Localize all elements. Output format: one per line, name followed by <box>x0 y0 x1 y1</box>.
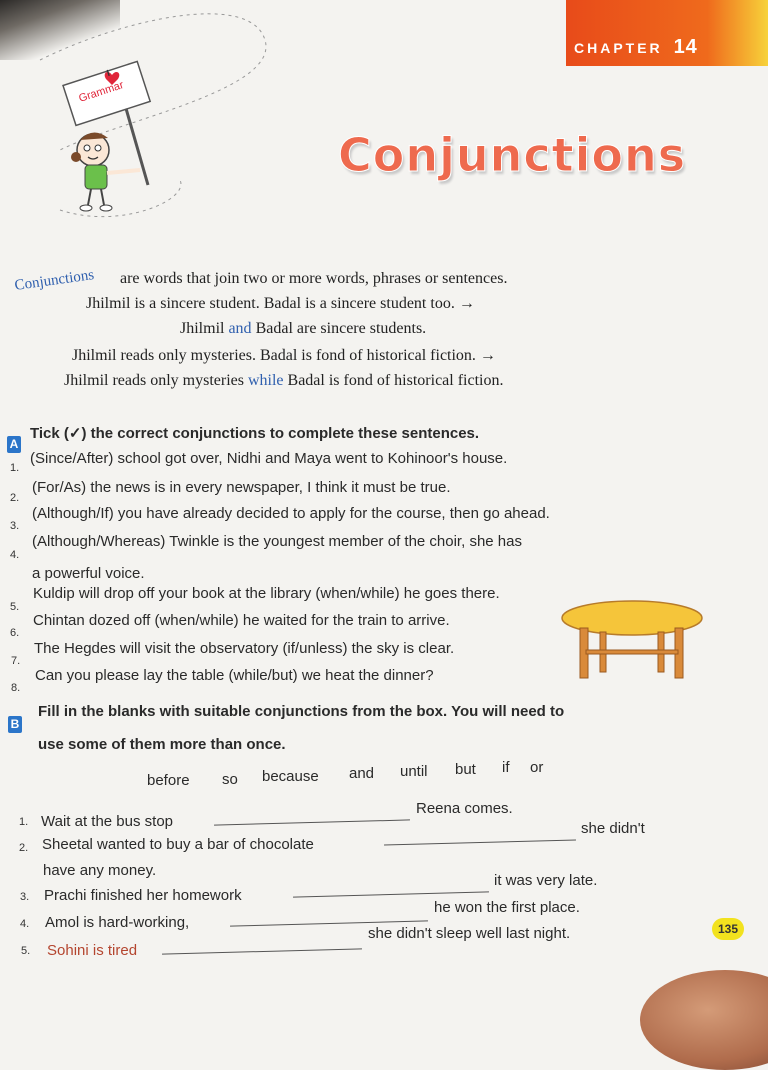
item-b4-pre: Amol is hard-working, <box>45 914 190 931</box>
item-a7-text: The Hegdes will visit the observatory (if/unless) the sky is clear. <box>34 640 455 657</box>
definition-text: are words that join two or more words, phrases or sentences. <box>120 270 508 287</box>
item-a1-number: 1. <box>10 462 20 474</box>
word-box-item: and <box>349 765 375 782</box>
item-b5-pre: Sohini is tired <box>47 942 138 959</box>
mascot-illustration <box>40 55 170 220</box>
blank-line-b3[interactable] <box>293 891 489 897</box>
item-b4-number: 4. <box>20 918 30 930</box>
item-a3-number: 3. <box>10 520 20 532</box>
section-b-badge: B <box>8 716 22 733</box>
example1-line2 <box>180 320 426 338</box>
blank-line-b1[interactable] <box>214 819 410 825</box>
example1-pre: Jhilmil <box>180 320 225 337</box>
item-b3-post: it was very late. <box>494 872 598 889</box>
word-box-item: but <box>455 761 476 778</box>
item-b2-number: 2. <box>19 842 29 854</box>
item-b5-post: she didn't sleep well last night. <box>368 925 571 942</box>
page-title: Conjunctions <box>338 128 687 182</box>
item-b2-continuation: have any money. <box>43 862 157 879</box>
blank-line-b5[interactable] <box>162 948 362 954</box>
section-b-instruction-line1: Fill in the blanks with suitable conjunctions from the box. You will need to <box>38 703 565 720</box>
blank-line-b2[interactable] <box>384 839 576 845</box>
item-a3-text: (Although/If) you have already decided to apply for the course, then go ahead. <box>32 505 550 522</box>
example2-conjunction: while <box>247 372 284 389</box>
section-a-instruction: Tick (✓) the correct conjunctions to complete these sentences. <box>30 425 480 442</box>
item-a4-number: 4. <box>10 549 20 561</box>
table-illustration <box>560 598 705 683</box>
item-b1-pre: Wait at the bus stop <box>41 813 174 830</box>
definition-term: Conjunctions <box>13 267 96 295</box>
example1-post: Badal are sincere students. <box>255 320 427 337</box>
item-a6-number: 6. <box>10 627 20 639</box>
word-box-item: or <box>530 759 544 776</box>
item-a4-continuation: a powerful voice. <box>32 565 145 582</box>
section-a-badge: A <box>7 436 21 453</box>
item-b5-number: 5. <box>21 945 31 957</box>
item-a4-text: (Although/Whereas) Twinkle is the youngest member of the choir, she has <box>32 533 522 550</box>
item-b2-pre: Sheetal wanted to buy a bar of chocolate <box>42 836 314 853</box>
example2-post: Badal is fond of historical fiction. <box>287 372 504 389</box>
item-b3-pre: Prachi finished her homework <box>44 887 242 904</box>
item-a8-text: Can you please lay the table (while/but) we heat the dinner? <box>35 667 434 684</box>
page-number: 135 <box>712 918 744 940</box>
item-a8-number: 8. <box>11 682 21 694</box>
word-box-item: until <box>400 763 428 780</box>
sign-text-line1: I <box>105 67 111 79</box>
item-b3-number: 3. <box>20 891 30 903</box>
item-a1-text: (Since/After) school got over, Nidhi and Maya went to Kohinoor's house. <box>30 450 508 467</box>
example2-pre: Jhilmil reads only mysteries <box>64 372 244 389</box>
item-a5-text: Kuldip will drop off your book at the library (when/while) he goes there. <box>33 585 500 602</box>
example2-line1: Jhilmil reads only mysteries. Badal is fond of historical fiction. → <box>72 347 496 364</box>
example1-line1: Jhilmil is a sincere student. Badal is a sincere student too. → <box>86 295 475 312</box>
section-b-instruction-line2: use some of them more than once. <box>38 736 286 753</box>
word-box-item: before <box>147 772 190 789</box>
chapter-word: CHAPTER <box>574 40 663 56</box>
item-a2-number: 2. <box>10 492 20 504</box>
item-a2-text: (For/As) the news is in every newspaper, I think it must be true. <box>32 479 451 496</box>
example1-conjunction: and <box>228 320 252 337</box>
finger-photo-edge <box>640 970 768 1070</box>
word-box-item: because <box>262 768 319 785</box>
item-b4-post: he won the first place. <box>434 899 580 916</box>
chapter-number: 14 <box>673 36 698 58</box>
item-a5-number: 5. <box>10 601 20 613</box>
item-b1-post: Reena comes. <box>416 800 513 817</box>
item-a7-number: 7. <box>11 655 21 667</box>
word-box-item: so <box>222 771 238 788</box>
item-b2-post: she didn't <box>581 820 645 837</box>
item-a6-text: Chintan dozed off (when/while) he waited for the train to arrive. <box>33 612 450 629</box>
example2-line2 <box>64 372 503 390</box>
item-b1-number: 1. <box>19 816 29 828</box>
word-box-item: if <box>502 759 510 776</box>
sign-text-line2: Grammar <box>77 79 126 105</box>
chapter-label <box>574 36 698 59</box>
